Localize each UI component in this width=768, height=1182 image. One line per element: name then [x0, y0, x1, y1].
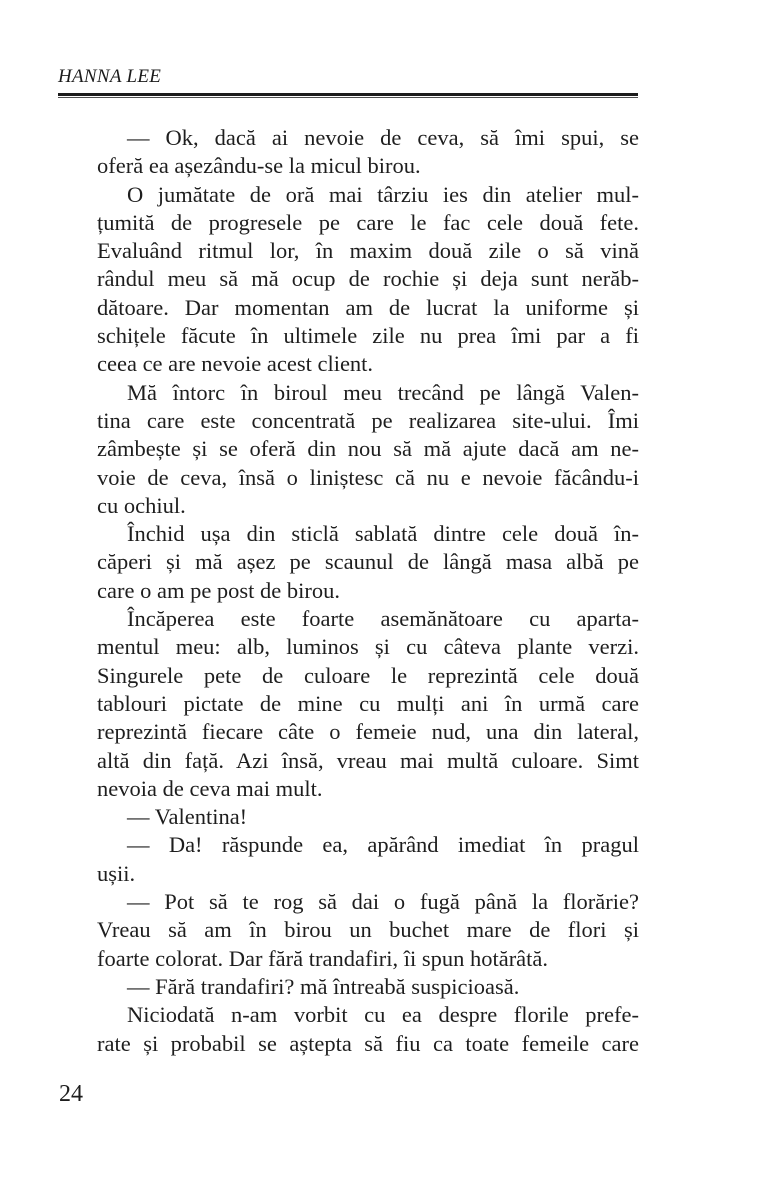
paragraph: [97, 181, 639, 379]
text-line: — Fără trandafiri? mă întreabă suspicioasă.: [127, 973, 520, 999]
text-line: reprezintă fiecare câte o femeie nud, una din lateral,: [97, 719, 639, 745]
paragraph: [97, 803, 639, 831]
text-line: care o am pe post de birou.: [97, 577, 341, 603]
text-line: țumită de progresele pe care le fac cele două fete.: [97, 209, 639, 235]
text-line: — Valentina!: [127, 804, 248, 830]
text-line: căperi și mă așez pe scaunul de lângă masa albă pe: [97, 549, 639, 575]
text-line: altă din față. Azi însă, vreau mai multă culoare. Simt: [97, 747, 639, 773]
text-line: ușii.: [97, 860, 136, 886]
text-line: Încăperea este foarte asemănătoare cu aparta-: [127, 606, 639, 632]
text-line: Vreau să am în birou un buchet mare de flori și: [97, 917, 639, 943]
header-rule-thick-line: [58, 93, 638, 96]
text-line: — Da! răspunde ea, apărând imediat în pragul: [127, 832, 639, 858]
header-rule: [58, 93, 638, 98]
header-rule-thin-line: [58, 97, 638, 98]
text-line: dătoare. Dar momentan am de lucrat la uniforme și: [97, 294, 639, 320]
text-line: tablouri pictate de mine cu mulți ani în urmă care: [97, 690, 639, 716]
text-line: rate și probabil se aștepta să fiu ca toate femeile care: [97, 1030, 639, 1056]
paragraph: [97, 1001, 639, 1058]
text-line: cu ochiul.: [97, 492, 186, 518]
text-line: — Pot să te rog să dai o fugă până la florărie?: [127, 889, 639, 915]
body-text: [97, 124, 639, 1058]
paragraph: [97, 831, 639, 888]
page-number: 24: [59, 1081, 83, 1107]
paragraph: [97, 605, 639, 803]
paragraph: [97, 520, 639, 605]
text-line: Mă întorc în biroul meu trecând pe lângă Valen-: [127, 379, 639, 405]
text-line: nevoia de ceva mai mult.: [97, 775, 323, 801]
text-line: Singurele pete de culoare le reprezintă cele două: [97, 662, 639, 688]
text-line: zâmbește și se oferă din nou să mă ajute dacă am ne-: [97, 436, 639, 462]
text-line: Închid ușa din sticlă sablată dintre cele două în-: [127, 521, 639, 547]
paragraph: [97, 888, 639, 973]
text-line: ceea ce are nevoie acest client.: [97, 351, 374, 377]
text-line: Niciodată n-am vorbit cu ea despre florile prefe-: [127, 1002, 639, 1028]
paragraph: [97, 973, 639, 1001]
text-line: oferă ea așezându-se la micul birou.: [97, 153, 421, 179]
text-line: schițele făcute în ultimele zile nu prea îmi par a fi: [97, 323, 639, 349]
running-header-author: HANNA LEE: [58, 66, 162, 87]
text-line: rândul meu să mă ocup de rochie și deja sunt nerăb-: [97, 266, 639, 292]
running-header: [58, 66, 638, 98]
text-line: foarte colorat. Dar fără trandafiri, îi spun hotărâtă.: [97, 945, 549, 971]
text-line: voie de ceva, însă o liniștesc că nu e nevoie făcându-i: [97, 464, 639, 490]
paragraph: [97, 379, 639, 520]
text-line: Evaluând ritmul lor, în maxim două zile o să vină: [97, 238, 639, 264]
text-line: — Ok, dacă ai nevoie de ceva, să îmi spui, se: [127, 125, 639, 150]
text-line: O jumătate de oră mai târziu ies din atelier mul-: [127, 181, 639, 207]
text-line: mentul meu: alb, luminos și cu câteva plante verzi.: [97, 634, 639, 660]
paragraph: [97, 124, 639, 181]
text-line: tina care este concentrată pe realizarea site-ului. Îmi: [97, 407, 639, 433]
